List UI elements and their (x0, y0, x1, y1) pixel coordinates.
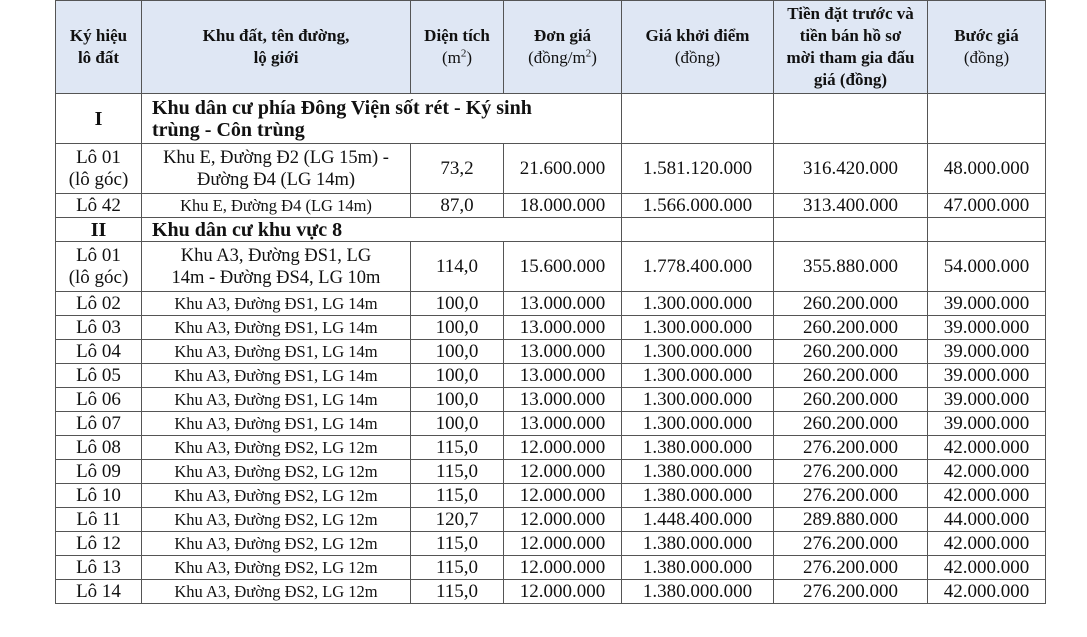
unit-price-cell (504, 556, 622, 580)
header-text: Diện tích (424, 26, 490, 45)
start-price-value: 1.300.000.000 (642, 364, 753, 386)
deposit-cell (774, 194, 928, 218)
price-step-value: 44.000.000 (943, 508, 1030, 530)
header-start-price (622, 1, 774, 94)
lot-code: Lô 02 (76, 292, 121, 314)
lot-code-cell (56, 340, 142, 364)
price-step-cell (928, 242, 1046, 292)
table-row (56, 364, 1046, 388)
unit-price-cell (504, 412, 622, 436)
unit-price-cell (504, 532, 622, 556)
table-row (56, 580, 1046, 604)
area-value: 100,0 (435, 412, 479, 434)
location-text: Khu A3, Đường ĐS2, LG 12m (174, 437, 378, 457)
unit-price-value: 13.000.000 (519, 292, 606, 314)
lot-code: Lô 07 (76, 412, 121, 434)
table-row (56, 436, 1046, 460)
area-cell (411, 316, 504, 340)
location-cell (142, 388, 411, 412)
area-cell (411, 364, 504, 388)
price-step-cell (928, 194, 1046, 218)
deposit-value: 276.200.000 (803, 532, 898, 554)
area-value: 100,0 (435, 340, 479, 362)
start-price-value: 1.778.400.000 (642, 255, 753, 277)
deposit-cell (774, 556, 928, 580)
header-deposit (774, 1, 928, 94)
location-cell (142, 316, 411, 340)
start-price-cell (622, 556, 774, 580)
area-value: 100,0 (435, 364, 479, 386)
table-body (56, 94, 1046, 604)
lot-code: Lô 01 (76, 244, 121, 266)
unit-price-cell (504, 316, 622, 340)
price-step-cell (928, 412, 1046, 436)
area-value: 115,0 (435, 484, 479, 506)
deposit-value: 276.200.000 (803, 484, 898, 506)
area-value: 115,0 (435, 460, 479, 482)
location-cell (142, 364, 411, 388)
lot-code-cell (56, 436, 142, 460)
location-text: Khu A3, Đường ĐS1, LG 14m (174, 413, 378, 433)
location-text: Khu A3, Đường ĐS2, LG 12m (174, 533, 378, 553)
table-row (56, 194, 1046, 218)
unit-price-value: 12.000.000 (519, 436, 606, 458)
price-step-cell (928, 316, 1046, 340)
unit-price-value: 21.600.000 (519, 157, 606, 179)
lot-code-cell (56, 508, 142, 532)
section-title-text: trùng - Côn trùng (152, 118, 305, 141)
location-text: Khu A3, Đường ĐS1, LG 14m (174, 293, 378, 313)
lot-code-cell (56, 194, 142, 218)
deposit-value: 355.880.000 (803, 255, 898, 277)
section-empty-cell (774, 218, 928, 242)
lot-code: Lô 09 (76, 460, 121, 482)
location-cell (142, 436, 411, 460)
table-row (56, 242, 1046, 292)
unit-price-value: 18.000.000 (519, 194, 606, 216)
section-title (142, 94, 622, 144)
lot-code: Lô 11 (76, 508, 121, 530)
start-price-value: 1.380.000.000 (642, 556, 753, 578)
price-step-value: 39.000.000 (943, 340, 1030, 362)
price-step-cell (928, 340, 1046, 364)
lot-code-cell (56, 292, 142, 316)
location-text: Khu E, Đường Đ4 (LG 14m) (180, 195, 372, 215)
lot-code: (lô góc) (68, 266, 129, 288)
location-cell (142, 292, 411, 316)
lot-code: Lô 03 (76, 316, 121, 338)
lot-code: Lô 12 (76, 532, 121, 554)
deposit-value: 260.200.000 (803, 364, 898, 386)
lot-code-cell (56, 532, 142, 556)
area-value: 100,0 (435, 388, 479, 410)
lot-code-cell (56, 144, 142, 194)
area-cell (411, 556, 504, 580)
area-cell (411, 580, 504, 604)
start-price-cell (622, 508, 774, 532)
unit-price-cell (504, 460, 622, 484)
area-cell (411, 194, 504, 218)
header-text: ) (466, 48, 473, 67)
unit-price-cell (504, 364, 622, 388)
start-price-value: 1.300.000.000 (642, 412, 753, 434)
location-cell (142, 194, 411, 218)
area-value: 100,0 (435, 292, 479, 314)
location-cell (142, 484, 411, 508)
unit-price-cell (504, 292, 622, 316)
lot-code-cell (56, 242, 142, 292)
location-cell (142, 532, 411, 556)
section-empty-cell (622, 218, 774, 242)
header-text: ) (591, 48, 597, 67)
start-price-cell (622, 144, 774, 194)
table-row (56, 388, 1046, 412)
table-row (56, 316, 1046, 340)
deposit-value: 316.420.000 (803, 157, 898, 179)
location-text: Khu A3, Đường ĐS1, LG (180, 245, 372, 266)
header-text: Ký hiệu (69, 26, 128, 45)
area-cell (411, 532, 504, 556)
header-unit-price (504, 1, 622, 94)
area-value: 115,0 (435, 580, 479, 602)
header-text: mời tham gia đấu (786, 48, 915, 67)
section-row (56, 218, 1046, 242)
price-step-cell (928, 436, 1046, 460)
location-text: Khu A3, Đường ĐS1, LG 14m (174, 389, 378, 409)
header-text: Giá khởi điểm (645, 26, 750, 45)
location-text: Khu A3, Đường ĐS2, LG 12m (174, 581, 378, 601)
deposit-cell (774, 580, 928, 604)
lot-code-cell (56, 484, 142, 508)
table-row (56, 144, 1046, 194)
deposit-cell (774, 388, 928, 412)
header-text: Bước giá (954, 26, 1019, 45)
area-value: 73,2 (440, 157, 474, 179)
area-value: 114,0 (435, 255, 479, 277)
unit-price-value: 13.000.000 (519, 412, 606, 434)
header-text: (đồng) (674, 48, 721, 67)
unit-price-cell (504, 436, 622, 460)
location-text: Đường Đ4 (LG 14m) (196, 169, 356, 190)
start-price-cell (622, 388, 774, 412)
header-text: giá (đồng) (813, 70, 888, 89)
lot-code: Lô 06 (76, 388, 121, 410)
unit-price-cell (504, 508, 622, 532)
price-step-cell (928, 364, 1046, 388)
table-row (56, 532, 1046, 556)
unit-price-value: 12.000.000 (519, 484, 606, 506)
price-step-value: 42.000.000 (943, 532, 1030, 554)
price-step-value: 48.000.000 (943, 157, 1030, 179)
start-price-cell (622, 364, 774, 388)
unit-price-value: 12.000.000 (519, 556, 606, 578)
table-row (56, 556, 1046, 580)
land-auction-table (55, 0, 1046, 604)
deposit-cell (774, 412, 928, 436)
deposit-value: 260.200.000 (803, 412, 898, 434)
location-text: Khu E, Đường Đ2 (LG 15m) - (163, 147, 389, 168)
section-title-text: Khu dân cư khu vực 8 (152, 218, 343, 241)
price-step-cell (928, 556, 1046, 580)
header-location (142, 1, 411, 94)
start-price-value: 1.300.000.000 (642, 292, 753, 314)
header-text: Khu đất, tên đường, (202, 26, 350, 45)
deposit-cell (774, 316, 928, 340)
section-empty-cell (928, 218, 1046, 242)
section-title (142, 218, 622, 242)
header-price-step (928, 1, 1046, 94)
location-cell (142, 412, 411, 436)
area-cell (411, 292, 504, 316)
section-number: I (94, 107, 103, 130)
deposit-cell (774, 292, 928, 316)
unit-price-cell (504, 144, 622, 194)
start-price-value: 1.300.000.000 (642, 340, 753, 362)
header-text: lộ giới (253, 48, 299, 67)
lot-code: (lô góc) (68, 168, 129, 190)
section-row (56, 94, 1046, 144)
deposit-cell (774, 436, 928, 460)
start-price-cell (622, 436, 774, 460)
header-text: Tiền đặt trước và (787, 4, 914, 23)
lot-code-cell (56, 460, 142, 484)
header-text: (m (441, 48, 461, 67)
deposit-value: 313.400.000 (803, 194, 898, 216)
area-value: 120,7 (435, 508, 479, 530)
lot-code-cell (56, 556, 142, 580)
unit-price-value: 13.000.000 (519, 316, 606, 338)
area-cell (411, 436, 504, 460)
header-text: tiền bán hồ sơ (799, 26, 902, 45)
price-step-cell (928, 460, 1046, 484)
start-price-value: 1.448.400.000 (642, 508, 753, 530)
start-price-value: 1.380.000.000 (642, 484, 753, 506)
price-step-cell (928, 144, 1046, 194)
start-price-cell (622, 460, 774, 484)
lot-code: Lô 42 (76, 194, 121, 216)
table-row (56, 484, 1046, 508)
start-price-cell (622, 316, 774, 340)
deposit-value: 276.200.000 (803, 436, 898, 458)
area-cell (411, 460, 504, 484)
start-price-value: 1.581.120.000 (642, 157, 753, 179)
area-value: 115,0 (435, 556, 479, 578)
header-text: (đồng/m (528, 48, 586, 67)
price-step-value: 42.000.000 (943, 436, 1030, 458)
area-value: 100,0 (435, 316, 479, 338)
section-empty-cell (622, 94, 774, 144)
header-area (411, 1, 504, 94)
start-price-value: 1.380.000.000 (642, 580, 753, 602)
deposit-cell (774, 484, 928, 508)
price-step-value: 39.000.000 (943, 316, 1030, 338)
lot-code-cell (56, 388, 142, 412)
header-text: 2 (460, 47, 467, 60)
location-cell (142, 508, 411, 532)
location-text: Khu A3, Đường ĐS1, LG 14m (174, 317, 378, 337)
section-roman (56, 218, 142, 242)
lot-code: Lô 10 (76, 484, 121, 506)
area-cell (411, 508, 504, 532)
start-price-cell (622, 340, 774, 364)
price-step-value: 47.000.000 (943, 194, 1030, 216)
price-step-cell (928, 292, 1046, 316)
price-step-value: 39.000.000 (943, 292, 1030, 314)
start-price-cell (622, 532, 774, 556)
start-price-value: 1.380.000.000 (642, 436, 753, 458)
start-price-value: 1.566.000.000 (642, 194, 753, 216)
deposit-value: 276.200.000 (803, 556, 898, 578)
deposit-cell (774, 460, 928, 484)
start-price-cell (622, 292, 774, 316)
price-step-value: 39.000.000 (943, 388, 1030, 410)
deposit-cell (774, 508, 928, 532)
area-cell (411, 144, 504, 194)
start-price-cell (622, 412, 774, 436)
section-empty-cell (774, 94, 928, 144)
table-row (56, 292, 1046, 316)
deposit-value: 260.200.000 (803, 388, 898, 410)
price-step-value: 42.000.000 (943, 460, 1030, 482)
location-text: Khu A3, Đường ĐS2, LG 12m (174, 509, 378, 529)
deposit-cell (774, 144, 928, 194)
location-text: Khu A3, Đường ĐS2, LG 12m (174, 461, 378, 481)
unit-price-value: 15.600.000 (519, 255, 606, 277)
lot-code: Lô 01 (76, 146, 121, 168)
unit-price-value: 13.000.000 (519, 388, 606, 410)
area-cell (411, 484, 504, 508)
unit-price-cell (504, 388, 622, 412)
area-cell (411, 412, 504, 436)
header-text: lô đất (77, 48, 120, 67)
price-step-value: 42.000.000 (943, 556, 1030, 578)
price-step-cell (928, 580, 1046, 604)
location-cell (142, 242, 411, 292)
price-step-value: 39.000.000 (943, 412, 1030, 434)
location-cell (142, 144, 411, 194)
section-roman (56, 94, 142, 144)
start-price-cell (622, 580, 774, 604)
start-price-value: 1.380.000.000 (642, 532, 753, 554)
unit-price-value: 12.000.000 (519, 508, 606, 530)
location-cell (142, 556, 411, 580)
header-text: Đơn giá (533, 26, 592, 45)
deposit-cell (774, 340, 928, 364)
unit-price-value: 13.000.000 (519, 340, 606, 362)
location-cell (142, 460, 411, 484)
location-text: Khu A3, Đường ĐS1, LG 14m (174, 341, 378, 361)
area-value: 87,0 (440, 194, 474, 216)
start-price-value: 1.300.000.000 (642, 316, 753, 338)
location-text: Khu A3, Đường ĐS2, LG 12m (174, 557, 378, 577)
start-price-cell (622, 194, 774, 218)
deposit-cell (774, 242, 928, 292)
area-cell (411, 340, 504, 364)
deposit-value: 276.200.000 (803, 460, 898, 482)
price-step-cell (928, 508, 1046, 532)
section-empty-cell (928, 94, 1046, 144)
header-text: (đồng) (963, 48, 1010, 67)
header-lot-code (56, 1, 142, 94)
unit-price-value: 13.000.000 (519, 364, 606, 386)
deposit-value: 260.200.000 (803, 292, 898, 314)
lot-code-cell (56, 364, 142, 388)
section-number: II (90, 218, 107, 241)
price-step-value: 42.000.000 (943, 484, 1030, 506)
location-text: Khu A3, Đường ĐS1, LG 14m (174, 365, 378, 385)
unit-price-cell (504, 580, 622, 604)
location-cell (142, 580, 411, 604)
lot-code: Lô 14 (76, 580, 121, 602)
price-step-value: 42.000.000 (943, 580, 1030, 602)
table-header (56, 1, 1046, 94)
lot-code-cell (56, 412, 142, 436)
price-step-value: 54.000.000 (943, 255, 1030, 277)
area-value: 115,0 (435, 532, 479, 554)
table-row (56, 412, 1046, 436)
deposit-value: 260.200.000 (803, 316, 898, 338)
unit-price-value: 12.000.000 (519, 532, 606, 554)
unit-price-cell (504, 194, 622, 218)
lot-code: Lô 08 (76, 436, 121, 458)
start-price-value: 1.380.000.000 (642, 460, 753, 482)
deposit-value: 260.200.000 (803, 340, 898, 362)
deposit-cell (774, 532, 928, 556)
unit-price-cell (504, 340, 622, 364)
deposit-value: 289.880.000 (803, 508, 898, 530)
price-step-value: 39.000.000 (943, 364, 1030, 386)
location-text: Khu A3, Đường ĐS2, LG 12m (174, 485, 378, 505)
area-value: 115,0 (435, 436, 479, 458)
unit-price-value: 12.000.000 (519, 460, 606, 482)
unit-price-cell (504, 484, 622, 508)
price-step-cell (928, 388, 1046, 412)
price-step-cell (928, 484, 1046, 508)
unit-price-value: 12.000.000 (519, 580, 606, 602)
area-cell (411, 242, 504, 292)
deposit-value: 276.200.000 (803, 580, 898, 602)
header-text: 2 (585, 47, 592, 60)
area-cell (411, 388, 504, 412)
lot-code-cell (56, 316, 142, 340)
lot-code: Lô 13 (76, 556, 121, 578)
location-cell (142, 340, 411, 364)
lot-code: Lô 04 (76, 340, 121, 362)
lot-code: Lô 05 (76, 364, 121, 386)
start-price-cell (622, 242, 774, 292)
table-row (56, 340, 1046, 364)
lot-code-cell (56, 580, 142, 604)
location-text: 14m - Đường ĐS4, LG 10m (171, 267, 381, 288)
table-row (56, 460, 1046, 484)
start-price-value: 1.300.000.000 (642, 388, 753, 410)
unit-price-cell (504, 242, 622, 292)
start-price-cell (622, 484, 774, 508)
deposit-cell (774, 364, 928, 388)
price-step-cell (928, 532, 1046, 556)
table-row (56, 508, 1046, 532)
section-title-text: Khu dân cư phía Đông Viện sốt rét - Ký sinh (152, 96, 532, 119)
